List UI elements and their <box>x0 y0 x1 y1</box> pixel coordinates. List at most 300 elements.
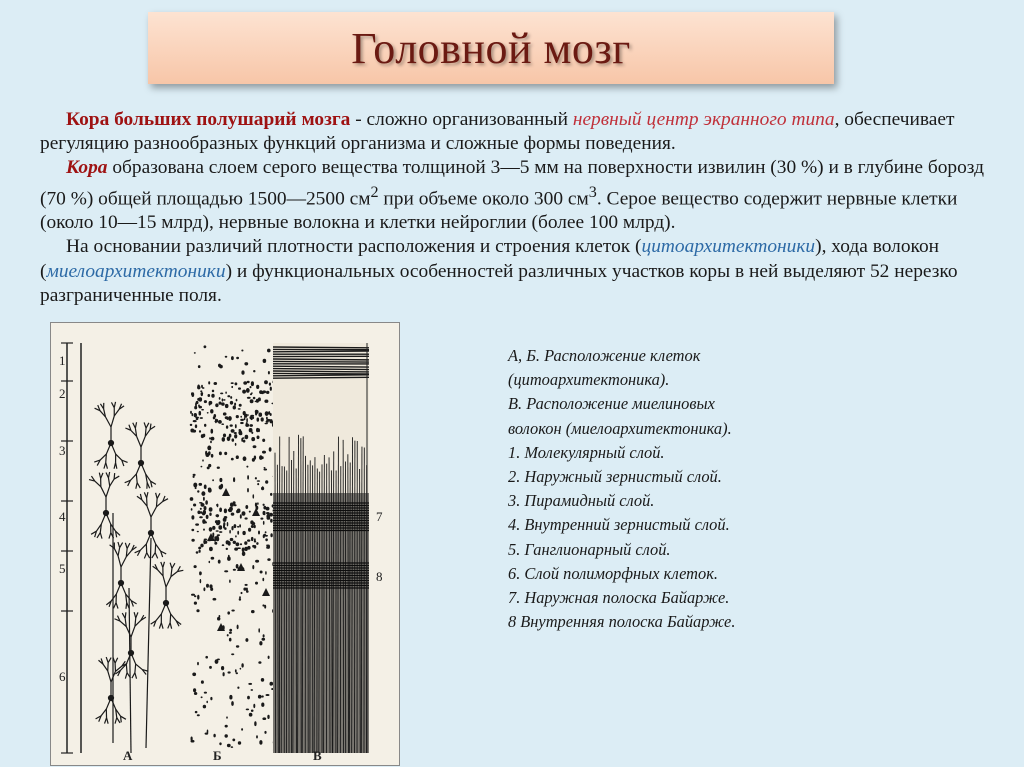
dendrite <box>111 416 114 427</box>
cell-dot <box>253 494 255 498</box>
cell-dot <box>224 509 227 514</box>
term-cortex: Кора больших полушарий мозга <box>66 109 351 130</box>
cell-dot <box>242 390 246 394</box>
cell-dot <box>266 391 269 394</box>
cell-dot <box>239 524 241 527</box>
cell-dot <box>229 632 232 634</box>
cell-dot <box>217 467 220 469</box>
cell-dot <box>256 399 259 403</box>
cell-dot <box>230 538 234 541</box>
neurons-column-a <box>89 402 183 753</box>
cell-dot <box>265 538 268 541</box>
cell-dot <box>257 483 259 485</box>
cell-dot <box>200 544 203 548</box>
dendrite <box>147 553 150 558</box>
cell-dot <box>229 629 232 632</box>
tangential-fiber <box>273 373 369 374</box>
cell-dot <box>222 437 225 442</box>
cell-dot <box>254 546 256 548</box>
dendrite <box>136 474 137 483</box>
cell-dot <box>251 710 254 712</box>
cell-dot <box>262 578 264 581</box>
cell-dot <box>249 511 251 513</box>
cell-dot <box>268 656 270 659</box>
cell-dot <box>201 409 204 411</box>
cell-dot <box>234 504 237 506</box>
cell-dot <box>219 365 223 369</box>
cell-dot <box>217 504 219 508</box>
dendrite <box>115 718 117 724</box>
cell-dot <box>245 517 248 519</box>
layer-number: 6 <box>59 669 66 684</box>
cell-dot <box>266 544 268 547</box>
cell-dot <box>241 350 243 352</box>
cell-dot <box>195 417 199 419</box>
cell-dot <box>259 413 263 417</box>
cell-dot <box>227 522 229 526</box>
dendrite <box>137 436 141 447</box>
tangential-fiber <box>273 351 369 352</box>
cell-dot <box>191 508 193 511</box>
dendrite <box>158 570 164 576</box>
term-kora: Кора <box>66 157 108 179</box>
tangential-fiber <box>273 361 369 362</box>
cell-dot <box>207 412 209 414</box>
dendrite <box>95 481 101 487</box>
dendrite <box>172 563 175 568</box>
cell-dot <box>219 397 221 400</box>
dendrite <box>147 506 151 517</box>
cell-dot <box>199 483 203 486</box>
tangential-fiber <box>273 359 369 360</box>
cell-dot <box>203 497 205 501</box>
cell-dot <box>223 412 227 415</box>
cell-dot <box>201 393 203 397</box>
cell-dot <box>211 437 215 441</box>
dendrite <box>118 542 120 548</box>
cell-dot <box>195 487 197 489</box>
cell-dot <box>237 509 241 513</box>
cell-dot <box>267 349 271 353</box>
cell-dot <box>253 445 257 448</box>
cell-dot <box>266 417 268 420</box>
cell-dot <box>264 512 266 516</box>
cell-dot <box>241 370 244 374</box>
cell-dot <box>200 390 202 392</box>
cell-dot <box>204 345 207 348</box>
cell-dot <box>245 435 249 439</box>
cell-dot <box>250 399 254 403</box>
cell-dot <box>219 508 222 513</box>
cell-dot <box>263 521 265 525</box>
cell-dot <box>256 385 259 389</box>
cell-dot <box>217 534 220 536</box>
cell-dot <box>209 547 213 551</box>
cell-dot <box>218 525 222 529</box>
cell-dot <box>203 510 206 515</box>
cell-dot <box>233 541 236 544</box>
cell-dot <box>231 386 233 388</box>
cell-dot <box>212 533 214 537</box>
caption-line: 6. Слой полиморфных клеток. <box>508 563 718 583</box>
title-banner <box>148 12 834 84</box>
cell-dot <box>252 458 255 462</box>
cell-dot <box>251 525 254 528</box>
cell-dot <box>258 661 261 664</box>
dendrite <box>166 577 171 587</box>
dendrite <box>105 417 111 427</box>
cell-dot <box>216 522 220 525</box>
cell-dot <box>264 535 268 537</box>
cell-dot <box>229 530 231 534</box>
cell-dot <box>195 424 197 428</box>
cell-dot <box>250 386 252 388</box>
dendrite <box>110 479 114 486</box>
cell-dot <box>217 659 220 661</box>
cell-dot <box>247 475 249 480</box>
dendrite <box>106 657 108 663</box>
cell-dot <box>227 611 230 614</box>
cell-dot <box>251 381 254 386</box>
cell-dot <box>251 689 254 691</box>
cell-dot <box>191 594 195 596</box>
cell-dot <box>267 715 269 719</box>
cell-dot <box>196 609 199 612</box>
cell-dot <box>256 542 258 545</box>
dendrite <box>156 544 161 551</box>
cell-dot <box>228 671 231 673</box>
cell-dot <box>270 387 272 391</box>
dendrite <box>144 553 146 559</box>
cell-dot <box>243 588 246 591</box>
cell-dot <box>194 352 196 354</box>
dendrite <box>110 545 115 549</box>
cell-dot <box>194 413 197 417</box>
caption-line: 1. Молекулярный слой. <box>508 442 665 462</box>
cell-dot <box>219 742 221 745</box>
cell-dot <box>194 565 197 568</box>
dendrite <box>144 422 146 428</box>
cell-dot <box>244 362 248 365</box>
cell-dot <box>219 402 222 405</box>
cell-dot <box>223 518 227 522</box>
cell-dot <box>207 730 209 734</box>
cell-dot <box>192 673 196 677</box>
cell-dot <box>236 399 238 402</box>
layer-number: 4 <box>59 509 66 524</box>
pyramidal-cell <box>252 508 260 516</box>
cell-dot <box>255 582 258 585</box>
cell-dot <box>251 610 255 613</box>
cell-dot <box>230 424 233 426</box>
cell-dot <box>244 547 248 551</box>
column-label: Б <box>213 748 222 763</box>
cell-dot <box>191 392 194 397</box>
cell-dot <box>209 666 212 669</box>
cell-dot <box>231 526 233 530</box>
cell-dot <box>263 634 265 637</box>
cell-dot <box>247 397 251 399</box>
cell-dot <box>253 397 256 400</box>
dendrite <box>152 553 155 558</box>
cell-dot <box>264 400 268 403</box>
cell-dot <box>240 422 244 424</box>
cell-dot <box>243 411 246 415</box>
stripe-number: 7 <box>376 509 383 524</box>
cell-dot <box>246 414 249 416</box>
cell-dot <box>219 478 222 482</box>
cell-dot <box>203 434 206 438</box>
cell-dot <box>242 552 246 557</box>
cell-dot <box>240 416 242 418</box>
cell-dot <box>221 423 224 425</box>
cell-dot <box>225 404 229 408</box>
cell-dot <box>236 645 239 647</box>
cell-dot <box>264 467 266 469</box>
cell-dot <box>201 491 205 496</box>
cortex-layers-illustration <box>51 323 399 765</box>
tangential-fiber <box>273 366 369 367</box>
dendrite <box>136 664 143 670</box>
cell-dot <box>202 387 205 389</box>
cell-dot <box>211 557 215 560</box>
dendrite <box>126 603 127 609</box>
cell-dot <box>246 466 248 468</box>
cell-dot <box>216 419 218 422</box>
cell-dot <box>221 666 224 670</box>
cell-dot <box>204 521 207 523</box>
dendrite <box>121 557 126 567</box>
cell-dot <box>216 530 219 532</box>
dendrite <box>130 474 136 480</box>
cell-dot <box>203 587 205 591</box>
cell-dot <box>200 417 203 419</box>
cell-dot <box>262 604 264 606</box>
fibers-column-c <box>273 343 369 753</box>
cell-dot <box>240 668 242 670</box>
cell-dot <box>231 653 234 655</box>
cell-dot <box>226 716 228 718</box>
cell-dot <box>238 430 242 435</box>
cell-dot <box>209 513 211 516</box>
cell-dot <box>204 540 207 543</box>
cell-dot <box>270 533 272 537</box>
cell-dot <box>211 429 214 434</box>
axon <box>129 588 131 753</box>
cell-dot <box>209 437 211 439</box>
cell-dot <box>216 514 220 517</box>
cell-dot <box>210 409 213 413</box>
cell-dot <box>257 436 260 440</box>
cell-dot <box>201 696 203 698</box>
cell-dot <box>194 595 196 597</box>
cell-dot <box>253 370 255 372</box>
dendrite <box>114 402 115 408</box>
cell-dot <box>266 420 268 422</box>
cell-dot <box>221 402 225 405</box>
cell-dot <box>199 550 201 553</box>
dendrite <box>101 709 106 716</box>
cell-dot <box>238 387 241 389</box>
cell-dot <box>261 695 263 697</box>
cell-dot <box>210 697 212 700</box>
cell-dot <box>194 602 197 605</box>
cell-dot <box>238 741 241 744</box>
cell-dot <box>211 394 214 398</box>
cell-dot <box>263 359 267 363</box>
cell-dot <box>269 447 272 451</box>
cell-dot <box>235 424 237 428</box>
cell-dot <box>244 541 247 545</box>
dendrite <box>135 422 136 428</box>
cell-dot <box>223 434 226 438</box>
cell-dot <box>212 526 215 530</box>
cell-dot <box>237 625 239 630</box>
dense-fiber-zone <box>273 493 369 753</box>
cell-dot <box>265 411 269 416</box>
cell-dot <box>247 696 250 700</box>
cell-dot <box>233 477 235 482</box>
cell-dot <box>270 683 272 686</box>
cell-dot <box>236 357 239 359</box>
stripe-numbers <box>367 343 383 753</box>
dendrite <box>109 533 111 539</box>
cell-dot <box>222 544 225 546</box>
cell-dot <box>225 392 227 394</box>
cell-dot <box>235 443 237 446</box>
cell-dot <box>197 714 200 716</box>
column-label: В <box>313 748 322 763</box>
cell-dot <box>212 479 214 481</box>
cell-dot <box>199 430 201 433</box>
cell-dot <box>207 446 211 451</box>
dendrite <box>118 548 120 556</box>
cell-dot <box>227 744 231 747</box>
cell-dot <box>261 703 264 707</box>
cell-dot <box>199 411 202 416</box>
cell-dot <box>258 531 260 535</box>
dendrite <box>156 614 161 621</box>
cell-dot <box>223 672 225 676</box>
dendrite <box>125 673 127 679</box>
cell-dot <box>243 456 247 461</box>
column-label: А <box>123 748 133 763</box>
dendrite <box>108 658 111 663</box>
cell-dot <box>250 416 252 419</box>
cell-dot <box>255 410 258 414</box>
cell-dot <box>262 486 264 488</box>
cell-dot <box>204 506 207 510</box>
cell-dot <box>200 508 202 510</box>
cell-dot <box>199 516 203 518</box>
dendrite <box>115 658 118 663</box>
caption-line: А, Б. Расположение клеток <box>508 346 701 365</box>
cell-dot <box>225 725 228 728</box>
cell-dot <box>219 452 222 456</box>
term-cytoarchitectonics: цитоархитектоники <box>641 236 816 258</box>
cell-dot <box>224 452 227 455</box>
cell-dot <box>196 551 199 553</box>
caption-line: 8 Внутренняя полоска Байарже. <box>508 612 736 632</box>
cell-dot <box>241 592 243 594</box>
cell-dot <box>246 418 248 423</box>
cell-dot <box>248 683 252 685</box>
cell-dot <box>229 510 232 512</box>
cell-dot <box>256 735 258 738</box>
cell-dot <box>200 511 202 514</box>
cell-dot <box>258 695 262 699</box>
cell-dot <box>201 680 204 683</box>
tangential-fiber <box>273 369 369 370</box>
cell-dot <box>248 528 251 532</box>
caption-line: волокон (миелоархитектоника). <box>508 418 732 438</box>
dendrite <box>104 463 106 469</box>
cell-dot <box>243 381 247 385</box>
cell-dot <box>192 413 194 416</box>
cell-dot <box>245 638 248 642</box>
cell-dot <box>254 541 257 543</box>
cell-dot <box>245 505 248 509</box>
cell-dot <box>240 514 242 518</box>
dendrite <box>108 472 109 478</box>
dendrite <box>114 548 118 555</box>
cell-dot <box>209 527 213 532</box>
cell-dot <box>190 497 194 501</box>
cell-dot <box>206 584 209 588</box>
caption-line: 2. Наружный зернистый слой. <box>508 467 722 487</box>
dendrite <box>151 507 156 517</box>
cell-dot <box>197 662 199 665</box>
cell-dot <box>264 731 266 734</box>
cell-dot <box>227 634 229 636</box>
cell-dot <box>225 416 229 419</box>
cell-dot <box>205 500 208 505</box>
cell-dot <box>260 571 263 574</box>
cell-dot <box>258 428 260 432</box>
cell-dot <box>195 402 197 406</box>
tangential-fiber <box>273 377 369 378</box>
dendrite <box>120 543 123 548</box>
dendrite <box>117 718 120 723</box>
paragraph-3: На основании различий плотности расположения и строения клеток (цитоархитектоники), хода волокон (миелоархитектоники) и функциональных особенностей различных участков коры в ней выделяют 52 нерезко разграниченные поля. <box>40 236 958 306</box>
cell-dot <box>236 455 239 459</box>
cell-dot <box>246 709 249 711</box>
cell-dot <box>246 422 248 426</box>
cell-dot <box>255 503 257 507</box>
cell-dot <box>193 483 197 488</box>
cell-dot <box>266 512 270 514</box>
cell-dot <box>261 678 264 682</box>
cell-dot <box>225 734 228 737</box>
cell-dot <box>204 539 208 541</box>
cell-dot <box>228 555 230 558</box>
cell-dot <box>254 721 256 726</box>
tangential-fiber <box>273 347 369 348</box>
dendrite <box>155 544 156 553</box>
cell-dot <box>198 365 201 368</box>
cell-dot <box>267 558 270 561</box>
dendrite <box>163 576 166 587</box>
axon <box>146 538 151 748</box>
layer-numbers <box>59 353 66 684</box>
cell-dot <box>193 420 197 422</box>
cell-dot <box>231 513 235 516</box>
cell-dot <box>201 466 203 468</box>
cell-dot <box>234 524 237 528</box>
dendrite <box>135 664 136 673</box>
cell-dot <box>257 480 260 482</box>
cell-dot <box>193 504 196 507</box>
